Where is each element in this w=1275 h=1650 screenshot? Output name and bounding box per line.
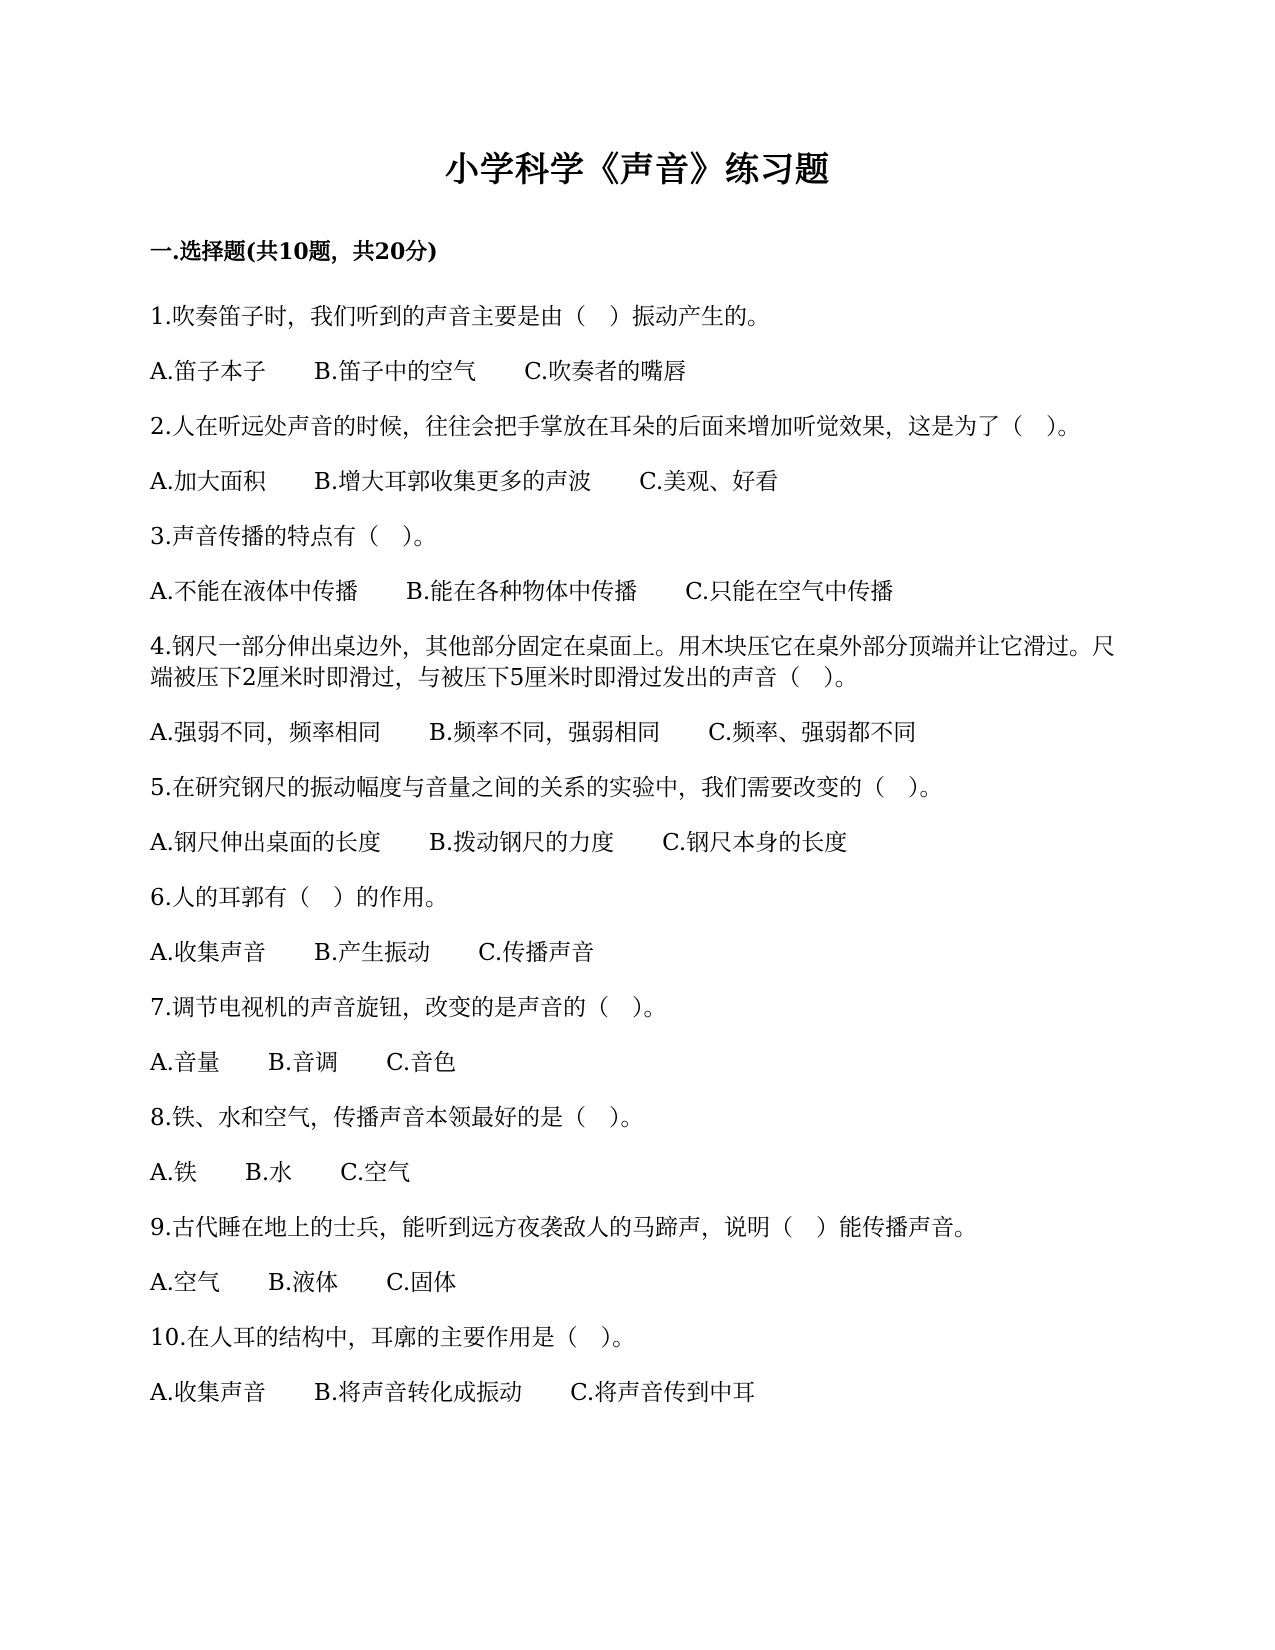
option-b: B.水 (244, 1160, 293, 1186)
option-c: C.频率、强弱都不同 (708, 720, 917, 746)
question-6 (150, 883, 1125, 969)
question-options (150, 357, 1125, 388)
option-a: A.空气 (150, 1270, 220, 1296)
question-2 (150, 412, 1125, 498)
question-options (150, 1048, 1125, 1079)
option-c: C.美观、好看 (639, 469, 779, 495)
option-b: B.频率不同，强弱相同 (428, 720, 661, 746)
option-b: B.拨动钢尺的力度 (428, 830, 615, 856)
question-stem: 9.古代睡在地上的士兵，能听到远方夜袭敌人的马蹄声，说明（ ）能传播声音。 (150, 1215, 977, 1241)
question-stem: 2.人在听远处声音的时候，往往会把手掌放在耳朵的后面来增加听觉效果，这是为了（ ）。 (150, 414, 1081, 440)
question-stem: 1.吹奏笛子时，我们听到的声音主要是由（ ）振动产生的。 (150, 304, 770, 330)
option-c: C.吹奏者的嘴唇 (524, 359, 687, 385)
option-a: A.收集声音 (150, 940, 266, 966)
question-options (150, 938, 1125, 969)
question-options (150, 467, 1125, 498)
option-b: B.能在各种物体中传播 (405, 579, 638, 605)
question-options (150, 718, 1125, 749)
option-a: A.加大面积 (150, 469, 266, 495)
question-stem: 8.铁、水和空气，传播声音本领最好的是（ ）。 (150, 1105, 644, 1131)
question-options (150, 1268, 1125, 1299)
option-c: C.钢尺本身的长度 (662, 830, 848, 856)
question-options (150, 828, 1125, 859)
question-options (150, 1158, 1125, 1189)
option-b: B.产生振动 (313, 940, 431, 966)
option-c: C.空气 (340, 1160, 411, 1186)
question-1 (150, 302, 1125, 388)
option-b: B.增大耳郭收集更多的声波 (313, 469, 592, 495)
question-stem: 4.钢尺一部分伸出桌边外，其他部分固定在桌面上。用木块压它在桌外部分顶端并让它滑过。尺端被压下2厘米时即滑过，与被压下5厘米时即滑过发出的声音（ ）。 (150, 634, 1115, 691)
option-a: A.强弱不同，频率相同 (150, 720, 381, 746)
option-a: A.笛子本子 (150, 359, 266, 385)
option-a: A.钢尺伸出桌面的长度 (150, 830, 381, 856)
option-c: C.固体 (386, 1270, 457, 1296)
question-options (150, 1378, 1125, 1409)
option-a: A.音量 (150, 1050, 220, 1076)
option-a: A.铁 (150, 1160, 197, 1186)
option-a: A.不能在液体中传播 (150, 579, 358, 605)
question-5 (150, 773, 1125, 859)
page-title: 小学科学《声音》练习题 (445, 150, 830, 190)
question-9 (150, 1213, 1125, 1299)
question-10 (150, 1323, 1125, 1409)
question-stem: 5.在研究钢尺的振动幅度与音量之间的关系的实验中，我们需要改变的（ ）。 (150, 775, 943, 801)
option-b: B.液体 (267, 1270, 339, 1296)
option-c: C.只能在空气中传播 (685, 579, 894, 605)
option-a: A.收集声音 (150, 1380, 266, 1406)
question-stem: 6.人的耳郭有（ ）的作用。 (150, 885, 448, 911)
option-c: C.音色 (386, 1050, 457, 1076)
question-7 (150, 993, 1125, 1079)
option-b: B.笛子中的空气 (313, 359, 477, 385)
question-3 (150, 522, 1125, 608)
question-stem: 7.调节电视机的声音旋钮，改变的是声音的（ ）。 (150, 995, 667, 1021)
option-c: C.将声音传到中耳 (570, 1380, 756, 1406)
option-b: B.将声音转化成振动 (313, 1380, 523, 1406)
question-list (150, 302, 1125, 1433)
option-b: B.音调 (267, 1050, 339, 1076)
section-heading: 一.选择题(共10题，共20分) (150, 239, 438, 265)
question-8 (150, 1103, 1125, 1189)
question-stem: 10.在人耳的结构中，耳廓的主要作用是（ ）。 (150, 1325, 636, 1351)
question-stem: 3.声音传播的特点有（ ）。 (150, 524, 437, 550)
option-c: C.传播声音 (478, 940, 595, 966)
question-options (150, 577, 1125, 608)
question-4 (150, 632, 1125, 749)
